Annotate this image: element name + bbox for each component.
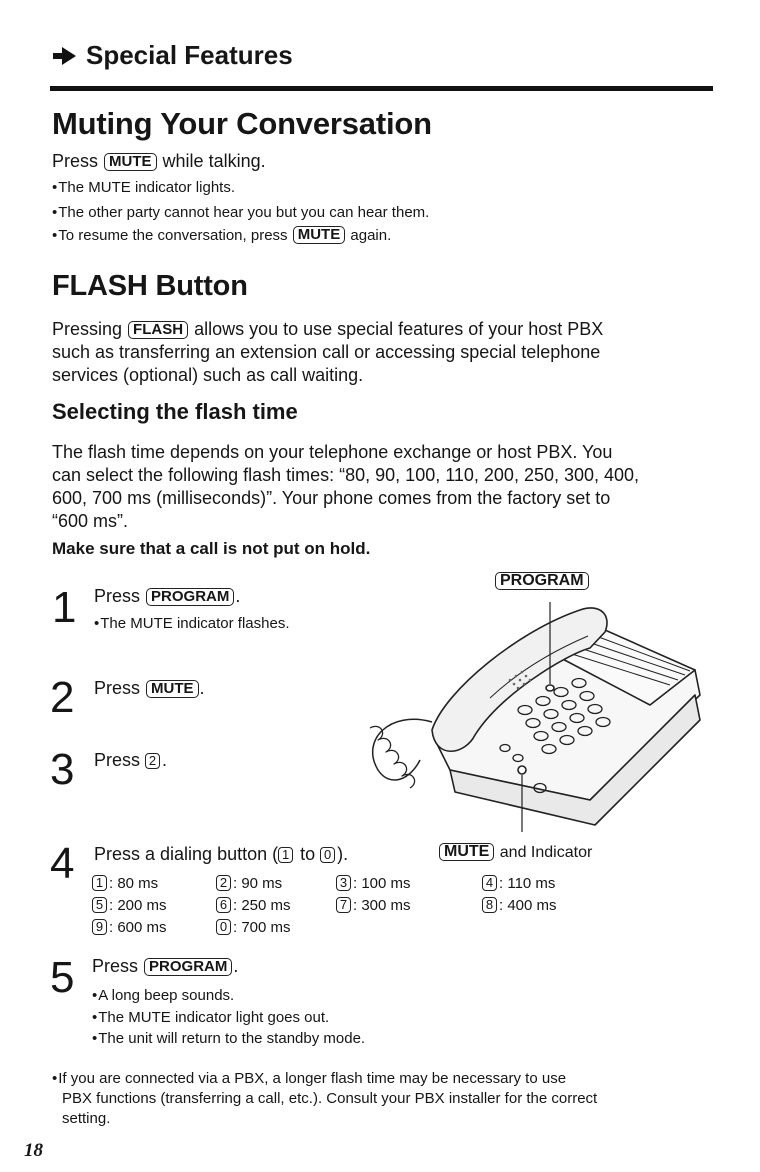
program-key: PROGRAM <box>144 958 232 976</box>
flash-key: FLASH <box>128 321 188 339</box>
step-5-bullet-2 <box>92 1008 329 1028</box>
text: The flash time depends on your telephone exchange or host PBX. You <box>52 442 613 462</box>
digit-key: 1 <box>92 875 107 891</box>
digit-key: 4 <box>482 875 497 891</box>
digit-key: 0 <box>216 919 231 935</box>
step-1-bullet <box>94 614 290 634</box>
flash-time-item <box>482 873 555 894</box>
flash-time-item <box>92 917 167 938</box>
digit-key: 6 <box>216 897 231 913</box>
step-5-bullet-3 <box>92 1029 365 1049</box>
text: • The unit will return to the standby mode. <box>92 1030 365 1047</box>
flash-paragraph <box>52 318 732 387</box>
flash-description <box>52 441 742 533</box>
step-1-number: 1 <box>52 583 77 632</box>
footnote <box>52 1069 722 1129</box>
flash-time-item <box>92 895 167 916</box>
text: : 110 ms <box>499 875 556 892</box>
flash-title: FLASH Button <box>52 270 248 302</box>
text: • A long beep sounds. <box>92 987 234 1004</box>
step-2-text <box>94 677 205 700</box>
text: • The MUTE indicator flashes. <box>94 615 290 632</box>
muting-title: Muting Your Conversation <box>52 106 432 141</box>
step-5-bullet-1 <box>92 986 234 1006</box>
digit-key: 7 <box>336 897 351 913</box>
text: : 80 ms <box>109 875 159 892</box>
step-4-number: 4 <box>50 839 75 888</box>
muting-bullet-3 <box>52 226 391 246</box>
mute-key: MUTE <box>146 680 199 698</box>
text: can select the following flash times: “80, 90, 100, 110, 200, 250, 300, 400, <box>52 465 640 485</box>
muting-bullet-2 <box>52 203 429 223</box>
text: . <box>162 750 168 770</box>
phone-cord <box>373 719 432 780</box>
make-sure-note: Make sure that a call is not put on hold. <box>52 539 371 558</box>
text: “600 ms”. <box>52 511 129 531</box>
digit-1-key: 1 <box>278 847 293 863</box>
text: PBX functions (transferring a call, etc.). Consult your PBX installer for the correct <box>62 1090 598 1107</box>
step-4-text <box>94 843 348 866</box>
text: Press <box>94 750 141 770</box>
text: : 90 ms <box>233 875 283 892</box>
flash-time-item <box>216 917 291 938</box>
text: • To resume the conversation, press <box>52 227 288 244</box>
mute-key: MUTE <box>293 226 346 244</box>
page-number: 18 <box>24 1140 43 1161</box>
text: . <box>233 956 239 976</box>
mute-indicator-callout <box>438 843 592 862</box>
text: . <box>199 678 205 698</box>
text: Press <box>92 956 139 976</box>
text: such as transferring an extension call or accessing special telephone <box>52 342 601 362</box>
text: while talking. <box>162 151 266 171</box>
mute-indicator <box>518 766 526 774</box>
text: to <box>300 844 316 864</box>
text: Press <box>94 586 141 606</box>
arrow-right-icon <box>52 45 78 67</box>
flash-time-item <box>336 873 411 894</box>
text: services (optional) such as call waiting. <box>52 365 364 385</box>
text: • The MUTE indicator lights. <box>52 179 235 196</box>
text: • The MUTE indicator light goes out. <box>92 1009 329 1026</box>
step-5-text <box>92 955 238 978</box>
program-key: PROGRAM <box>495 572 589 590</box>
program-key: PROGRAM <box>146 588 234 606</box>
text: setting. <box>62 1110 111 1127</box>
flash-subtitle: Selecting the flash time <box>52 399 298 424</box>
mute-key: MUTE <box>439 843 494 861</box>
digit-0-key: 0 <box>320 847 335 863</box>
text: again. <box>350 227 392 244</box>
header-rule <box>50 86 713 91</box>
step-5-number: 5 <box>50 953 75 1002</box>
text: : 300 ms <box>353 897 411 914</box>
step-3-number: 3 <box>50 745 75 794</box>
text: Press <box>94 678 141 698</box>
step-2-number: 2 <box>50 673 75 722</box>
flash-time-item <box>336 895 411 916</box>
text: Press a dialing button ( <box>94 844 279 864</box>
text: allows you to use special features of your host PBX <box>194 319 604 339</box>
digit-key: 2 <box>216 875 231 891</box>
text: : 100 ms <box>353 875 411 892</box>
digit-key: 3 <box>336 875 351 891</box>
step-1-text <box>94 585 240 608</box>
step-3-text <box>94 749 167 772</box>
text: : 600 ms <box>109 919 167 936</box>
digit-key: 5 <box>92 897 107 913</box>
program-button <box>546 685 554 691</box>
digit-2-key: 2 <box>145 753 160 769</box>
text: and Indicator <box>499 844 593 861</box>
digit-key: 8 <box>482 897 497 913</box>
text: : 250 ms <box>233 897 291 914</box>
text: • If you are connected via a PBX, a longer flash time may be necessary to use <box>52 1069 722 1089</box>
text: . <box>235 586 241 606</box>
telephone-illustration <box>350 570 720 840</box>
text: : 200 ms <box>109 897 167 914</box>
muting-bullet-1 <box>52 178 235 198</box>
text: Press <box>52 151 99 171</box>
digit-key: 9 <box>92 919 107 935</box>
text: 600, 700 ms (milliseconds)”. Your phone comes from the factory set to <box>52 488 611 508</box>
mute-key: MUTE <box>104 153 157 171</box>
text: : 400 ms <box>499 897 557 914</box>
flash-time-item <box>92 873 158 894</box>
text: : 700 ms <box>233 919 291 936</box>
muting-instruction <box>52 150 266 173</box>
text: • The other party cannot hear you but you can hear them. <box>52 204 429 221</box>
flash-time-item <box>216 873 282 894</box>
flash-time-item <box>482 895 557 916</box>
section-header-text: Special Features <box>86 40 293 70</box>
flash-time-item <box>216 895 291 916</box>
text: Pressing <box>52 319 123 339</box>
program-callout <box>494 572 590 591</box>
text: ). <box>337 844 349 864</box>
section-header <box>52 40 293 71</box>
